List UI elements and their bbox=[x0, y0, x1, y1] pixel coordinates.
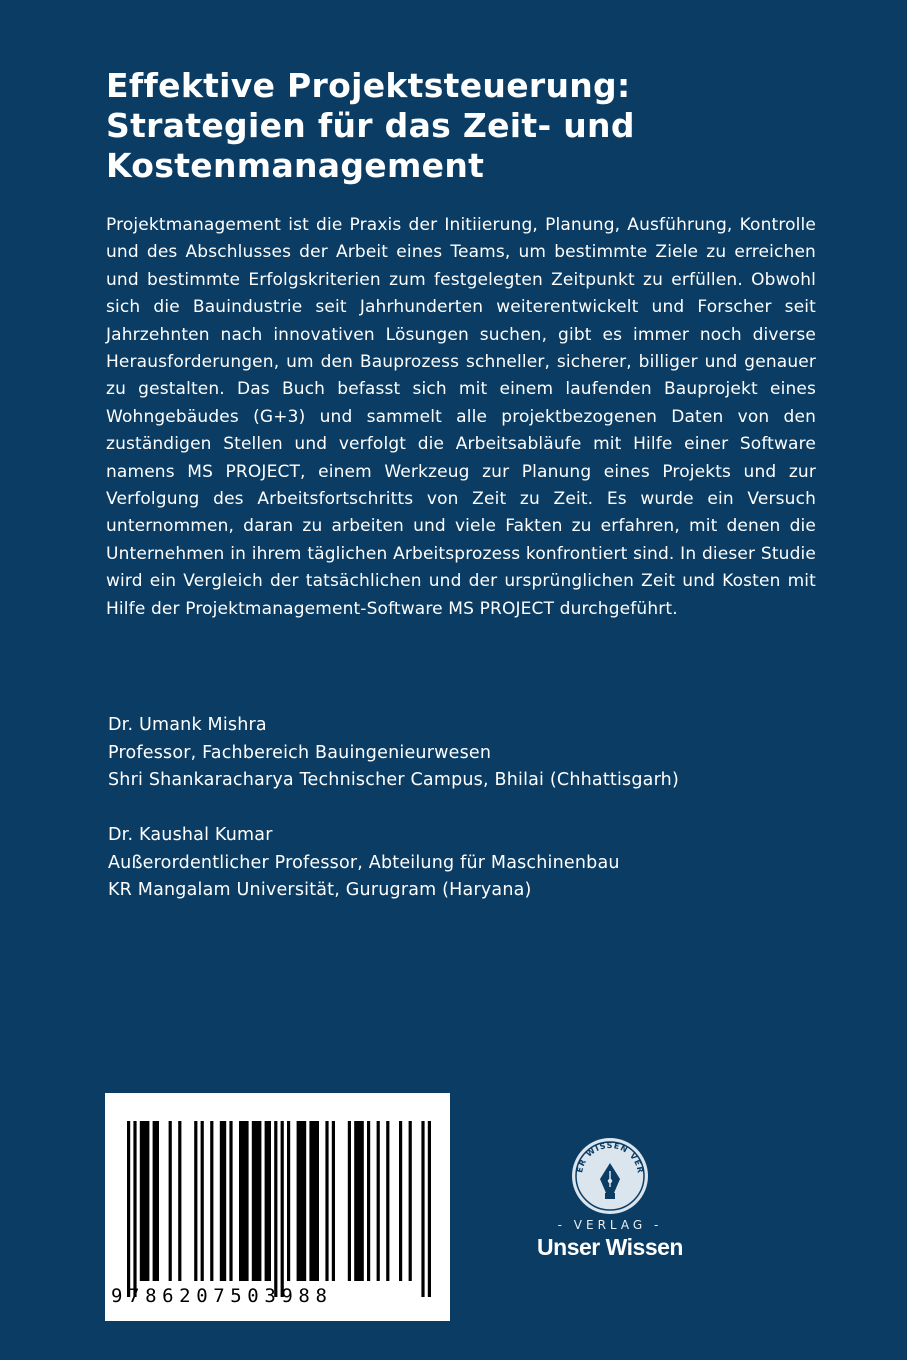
barcode-bar bbox=[332, 1121, 335, 1281]
author-affiliation: Shri Shankaracharya Technischer Campus, Bhilai (Chhattisgarh) bbox=[108, 770, 679, 790]
title-line-3: Kostenmanagement bbox=[106, 146, 485, 185]
author-name: Dr. Umank Mishra bbox=[108, 715, 267, 735]
barcode-guard-bar bbox=[133, 1121, 136, 1297]
isbn-barcode bbox=[105, 1093, 450, 1321]
barcode-bar bbox=[399, 1121, 402, 1281]
barcode-guard-bar bbox=[421, 1121, 424, 1297]
barcode-guard-bar bbox=[127, 1121, 130, 1297]
author-block-1 bbox=[108, 712, 808, 795]
title-line-2: Strategien für das Zeit- und bbox=[106, 106, 635, 145]
barcode-bar bbox=[265, 1121, 271, 1281]
barcode-bar bbox=[153, 1121, 159, 1281]
seal-text: ER WISSEN VER bbox=[575, 1140, 646, 1175]
barcode-bar bbox=[239, 1121, 249, 1281]
barcode-bar bbox=[210, 1121, 213, 1281]
publisher-seal-icon bbox=[520, 1135, 700, 1217]
barcode-bar bbox=[409, 1121, 412, 1281]
book-abstract: Projektmanagement ist die Praxis der Initiierung, Planung, Ausführung, Kontrolle und des Abschlusses der Arbeit eines Teams, um bestimmte Ziele zu erreichen und bestimmte Erfolgskriterien zum festgelegten Zeitpunkt zu erfüllen. Obwohl sich die Bauindustrie seit Jahrhunderten weiterentwickelt und Forscher seit Jahrzehnten nach innovativen Lösungen suchen, gibt es immer noch diverse Herausforderungen, um den Bauprozess schneller, sicherer, billiger und genauer zu gestalten. Das Buch befasst sich mit einem laufenden Bauprojekt eines Wohngebäudes (G+3) und sammelt alle projektbezogenen Daten von den zuständigen Stellen und verfolgt die Arbeitsabläufe mit Hilfe einer Software namens MS PROJECT, einem Werkzeug zur Planung eines Projekts und zur Verfolgung des Arbeitsfortschritts von Zeit zu Zeit. Es wurde ein Versuch unternommen, daran zu arbeiten und viele Fakten zu erfahren, mit denen die Unternehmen in ihrem täglichen Arbeitsprozess konfrontiert sind. In dieser Studie wird ein Vergleich der tatsächlichen und der ursprünglichen Zeit und Kosten mit Hilfe der Projektmanagement-Software MS PROJECT durchgeführt. bbox=[106, 215, 816, 619]
barcode-guard-bar bbox=[274, 1121, 277, 1297]
barcode-bar bbox=[287, 1121, 290, 1281]
barcode-bar bbox=[309, 1121, 319, 1281]
publisher-name: Unser Wissen bbox=[537, 1234, 683, 1260]
barcode-bar bbox=[297, 1121, 307, 1281]
barcode-bar bbox=[140, 1121, 150, 1281]
barcode-digits: 9786207503988 bbox=[111, 1285, 333, 1307]
barcode-bar bbox=[386, 1121, 389, 1281]
author-block-2 bbox=[108, 822, 808, 905]
barcode-bar bbox=[194, 1121, 197, 1281]
barcode-bar bbox=[377, 1121, 380, 1281]
barcode-guard-bar bbox=[428, 1121, 431, 1297]
barcode-bar bbox=[367, 1121, 370, 1281]
barcode-bar bbox=[252, 1121, 262, 1281]
barcode-bar bbox=[169, 1121, 172, 1281]
publisher-subtitle: - VERLAG - bbox=[557, 1218, 663, 1232]
barcode-guard-bar bbox=[281, 1121, 284, 1297]
book-title bbox=[106, 66, 806, 186]
author-position: Professor, Fachbereich Bauingenieurwesen bbox=[108, 742, 492, 763]
barcode-bar bbox=[220, 1121, 226, 1281]
barcode-bar bbox=[325, 1121, 328, 1281]
title-line-1: Effektive Projektsteuerung: bbox=[106, 66, 631, 105]
barcode-bar bbox=[201, 1121, 204, 1281]
author-name: Dr. Kaushal Kumar bbox=[108, 825, 273, 845]
barcode-bar bbox=[354, 1121, 364, 1281]
author-affiliation: KR Mangalam Universität, Gurugram (Haryana) bbox=[108, 880, 532, 900]
barcode-bar bbox=[178, 1121, 181, 1281]
barcode-bar bbox=[348, 1121, 351, 1281]
author-position: Außerordentlicher Professor, Abteilung für Maschinenbau bbox=[108, 852, 620, 873]
publisher-logo bbox=[520, 1135, 700, 1265]
barcode-bar bbox=[229, 1121, 232, 1281]
